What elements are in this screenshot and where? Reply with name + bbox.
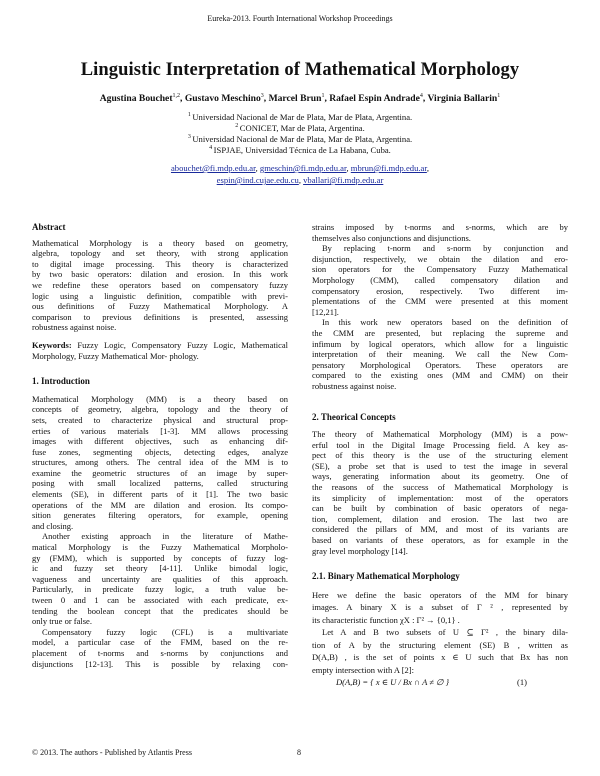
text-line: disjunction, respectively, we obtain the dilation and ero- <box>312 253 568 264</box>
intro-paragraph-5 <box>312 317 568 391</box>
section21-heading: 2.1. Binary Mathematical Morphology <box>312 571 460 582</box>
text-line: infimum by logical operators, which allow for a linguistic <box>312 338 568 349</box>
page-number: 8 <box>297 748 301 757</box>
text-line: Morphology (CMM), called compensatory dilation and <box>312 274 568 285</box>
text-line: operations of the MM are dilation and erosion. Its compo- <box>32 499 288 510</box>
section21-text <box>312 589 568 627</box>
keywords: Keywords: Fuzzy Logic, Compensatory Fuzzy Logic, Mathematical Morphology, Fuzzy Mathematical Mor- phology. <box>32 339 288 361</box>
equation-1 <box>312 677 568 691</box>
text-line: disjunctions [12-13]. This is possible by relaxing con- <box>32 658 288 669</box>
intro-paragraph-3 <box>32 627 288 669</box>
text-line: elements (SE), in different parts of it [1]. The two basic <box>32 489 288 500</box>
text-line: tion of A by the structuring element (SE) B , written as <box>312 639 568 650</box>
intro-paragraph-4 <box>312 243 568 317</box>
text-line: empty intersection with A [2]: <box>312 664 414 675</box>
text-line: concepts of geometry, algebra, topology and the theory of <box>32 404 288 415</box>
text-line: examine the geometric structures of an image by super- <box>32 467 288 478</box>
text-line: considered the pillars of MM, and most of its variants are <box>312 524 568 535</box>
text-line: pensatory Morphological Operators. These operators are <box>312 359 568 370</box>
text-line: Compensatory fuzzy logic (CFL) is a multivariate <box>42 626 288 637</box>
text-line: tion, complement, dilation and erosion. The last two are <box>312 513 568 524</box>
abstract-text <box>32 238 288 333</box>
text-line: only true or false. <box>32 616 92 627</box>
text-line: tween 0 and 1 can be associated with each predicate, ex- <box>32 595 288 605</box>
text-line: Mathematical Morphology is a theory based on geometry, <box>32 237 288 248</box>
author-name: Rafael Espin Andrade$^4$ <box>329 93 423 105</box>
text-line: logic using a linguistic definition, compatible with previ- <box>32 290 288 301</box>
equation-text: D(A,B) = { x ∈ U / Bx ∩ A ≠ ∅ } <box>336 677 449 688</box>
section2-text <box>312 429 568 556</box>
text-line: Particularly, in predicate fuzzy logic, a truth value be- <box>32 584 288 595</box>
email-link[interactable]: gmeschin@fi.mdp.edu.ar <box>259 163 347 173</box>
text-line: strains imposed by t-norms and s-norms, which are by <box>312 222 568 232</box>
equation-number: (1) <box>517 677 527 688</box>
author-name: Marcel Brun$^1$ <box>268 93 325 105</box>
proceedings-header: Eureka-2013. Fourth International Workshop Proceedings <box>207 14 393 23</box>
text-line: its simplicity of implementation: most of the operators <box>312 492 568 503</box>
text-line: structures, among others. The central idea of the MM is to <box>32 457 288 468</box>
text-line: the CMM are presented, but replacing the supreme and <box>312 327 568 338</box>
text-line: matical Morphology is the Fuzzy Mathematical Morpholo- <box>32 542 288 553</box>
section21-text-2 <box>312 626 568 676</box>
text-line: and closing. <box>32 520 74 531</box>
text-line: erful tool in the Digital Image Processing field. A key as- <box>312 439 568 450</box>
text-line: interpretation of their meaning. We call the New Com- <box>312 349 568 360</box>
text-line: pect of this theory is the use of the structuring element <box>312 450 568 461</box>
email-link[interactable]: mbrun@fi.mdp.edu.ar <box>350 163 427 173</box>
email-link[interactable]: abouchet@fi.mdp.edu.ar <box>170 163 256 173</box>
text-line: we redefine these operators based on compensatory fuzzy <box>32 279 288 290</box>
copyright-footer: © 2013. The authors - Published by Atlantis Press <box>32 748 192 757</box>
text-line: images with different objectives, such as enhancing dif- <box>32 436 288 447</box>
text-line: The theory of Mathematical Morphology (MM) is a pow- <box>312 429 568 440</box>
right-column <box>312 222 568 691</box>
text-line: In this work new operators based on the definition of <box>322 317 568 328</box>
text-line: vagueness and uncertainty are qualities of this approach. <box>32 573 288 584</box>
text-line: model, a particular case of the FMM, based on the re- <box>32 637 288 648</box>
email-link[interactable]: vballari@fi.mdp.edu.ar <box>303 175 384 185</box>
text-line: placement of t-norms and s-norms by conjunctions and <box>32 647 288 658</box>
text-line: sets, created to characterize physical and structural prop- <box>32 414 288 425</box>
author-emails: abouchet@fi.mdp.edu.ar, gmeschin@fi.mdp.edu.ar, mbrun@fi.mdp.edu.ar, espin@ind.cujae.edu.cu, vballari@fi.mdp.edu.ar <box>170 163 430 185</box>
text-line: by two basic operators: dilation and erosion. In this work <box>32 269 288 280</box>
text-line: erties of various materials [1-3]. MM allows processing <box>32 425 288 436</box>
text-line: [12,21]. <box>312 306 339 317</box>
text-line: D(A,B) , is the set of points x ∈ U such that Bx has non <box>312 652 568 663</box>
text-line: gy (FMM), which is supported by concepts of fuzzy log- <box>32 552 288 563</box>
author-name: Gustavo Meschino$^3$ <box>184 93 264 105</box>
text-line: (SE), a probe set that is used to test the image in several <box>312 460 568 471</box>
intro-paragraph-1 <box>32 394 288 532</box>
text-line: ways, generating information about its geometry. One of <box>312 471 568 482</box>
text-line: to digital image processing. This theory is characterized <box>32 258 288 269</box>
text-line: Another existing approach in the literature of Mathe- <box>42 531 288 542</box>
text-line: images. A binary X is a subset of Γ ² , represented by <box>312 602 568 613</box>
text-line: Let A and B two subsets of U ⊆ Γ² , the binary dila- <box>322 627 568 638</box>
text-line: algebra, topology and set theory, with strong application <box>32 248 288 259</box>
abstract-heading: Abstract <box>32 222 66 232</box>
text-line: ous definitions of Fuzzy Mathematical Morphology. A <box>32 301 288 312</box>
text-line: its characteristic function χX : Γ² → {0,1} . <box>312 614 460 625</box>
text-line: gray level morphology [14]. <box>312 545 408 556</box>
author-name: Virginia Ballarin$^1$ <box>427 93 501 105</box>
author-name: Agustina Bouchet$^{1,2}$ <box>99 93 181 105</box>
left-column <box>32 222 288 669</box>
text-line: compensatory erosion, respectively. Two different im- <box>312 285 568 296</box>
section2-heading: 2. Theorical Concepts <box>312 411 396 422</box>
text-line: the reasons of the success of Mathematical Morphology is <box>312 482 568 493</box>
text-line: robustness against noise. <box>312 380 397 391</box>
text-line: plementations of the CMM were presented at this moment <box>312 296 568 307</box>
text-line: fuse zones, segmenting objects, detecting edges, analyze <box>32 446 288 457</box>
text-line: based on variants of these operators, as for example in the <box>312 535 568 546</box>
text-line: robustness against noise. <box>32 322 117 333</box>
email-link[interactable]: espin@ind.cujae.edu.cu <box>216 175 299 185</box>
keywords-label: Keywords: <box>32 339 72 350</box>
text-line: themselves also conjunctions and disjunctions. <box>312 232 471 243</box>
affiliation-line: $^4$ ISPJAE, Universidad Técnica de La Habana, Cuba. <box>209 144 391 155</box>
affiliation-line: $^1$ Universidad Nacional de Mar de Plata, Mar de Plata, Argentina. <box>187 111 413 122</box>
author-list: Agustina Bouchet$^{1,2}$, Gustavo Meschino$^3$, Marcel Brun$^1$, Rafael Espin Andrade$^4$, Virginia Ballarin$^1$ <box>99 93 501 105</box>
text-line: compared to the existing ones (MM and CMM) on their <box>312 370 568 381</box>
text-line: comparison to previous definitions is presented, assessing <box>32 311 288 322</box>
affiliation-line: $^2$ CONICET, Mar de Plata, Argentina. <box>235 122 365 133</box>
text-line: tending the boolean concept that the predicates should be <box>32 605 288 616</box>
text-line: By replacing t-norm and s-norm by conjunction and <box>322 243 568 254</box>
text-line: can be built by combination of basic operators of nega- <box>312 503 568 514</box>
intro-continued <box>312 222 568 243</box>
text-line: Mathematical Morphology (MM) is a theory based on <box>32 393 288 404</box>
text-line: Here we define the basic operators of the MM for binary <box>312 589 568 600</box>
text-line: sion operators for the Compensatory Fuzzy Mathematical <box>312 264 568 275</box>
affiliation-line: $^3$ Universidad Nacional de Mar de Plata, Mar de Plata, Argentina. <box>187 133 413 144</box>
text-line: posing with small localized patterns, called structuring <box>32 478 288 489</box>
intro-heading: 1. Introduction <box>32 376 90 387</box>
text-line: sition generates filtering operators, for example, opening <box>32 510 288 521</box>
intro-paragraph-2 <box>32 531 288 626</box>
text-line: ic and fuzzy set theory [4-11]. Unlike bimodal logic, <box>32 563 288 574</box>
paper-title: Linguistic Interpretation of Mathematical Morphology <box>80 60 520 80</box>
